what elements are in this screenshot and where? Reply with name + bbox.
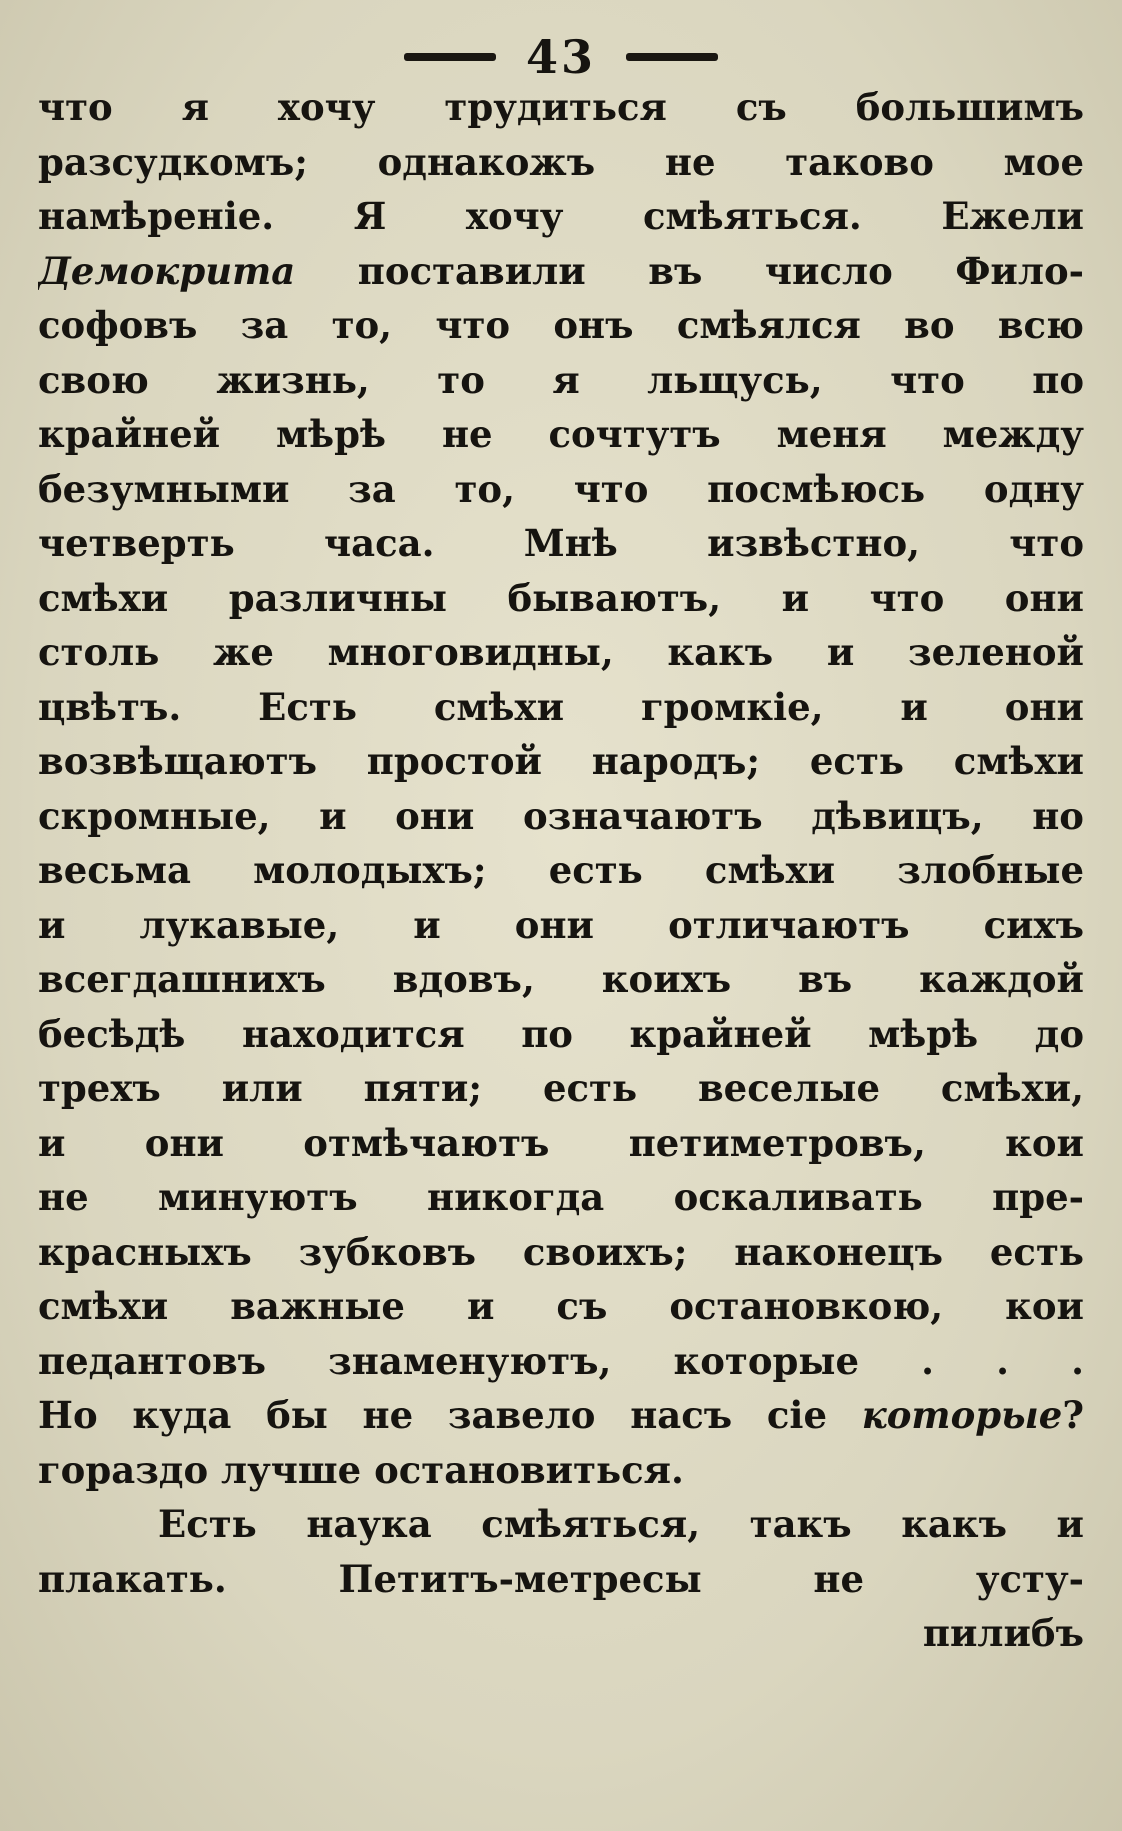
text-line: всегдашнихъ вдовъ, коихъ въ каждой <box>38 957 1084 1001</box>
text-line: смѣхи важные и съ остановкою, кои <box>38 1284 1084 1328</box>
italic-word: которые <box>861 1393 1063 1437</box>
text-line: бесѣдѣ находится по крайней мѣрѣ до <box>38 1011 1084 1056</box>
text-line: скромные, и они означаютъ дѣвицъ, но <box>38 793 1084 838</box>
text-line: Демокрита поставили въ число Фило- <box>38 248 1084 293</box>
text-line: и они отмѣчаютъ петиметровъ, кои <box>38 1120 1084 1165</box>
right-rule <box>626 53 718 61</box>
text-line: трехъ или пяти; есть веселые смѣхи, <box>38 1066 1084 1110</box>
left-rule <box>404 53 496 61</box>
text-line: Но куда бы не завело насъ сіе которые? <box>38 1393 1084 1437</box>
text-line: не минуютъ никогда оскаливать пре- <box>38 1175 1084 1219</box>
text-line: столь же многовидны, какъ и зеленой <box>38 630 1084 674</box>
text-line: возвѣщаютъ простой народъ; есть смѣхи <box>38 739 1084 783</box>
text-line: весьма молодыхъ; есть смѣхи злобные <box>38 848 1084 892</box>
text-line: Есть наука смѣяться, такъ какъ и <box>158 1502 1084 1546</box>
page-number: 43 <box>525 30 596 84</box>
text-line: софовъ за то, что онъ смѣялся во всю <box>38 303 1084 347</box>
text-line: свою жизнь, то я льщусь, что по <box>38 357 1084 402</box>
text-line: красныхъ зубковъ своихъ; наконецъ есть <box>38 1229 1084 1274</box>
text-line: и лукавые, и они отличаютъ сихъ <box>38 902 1084 947</box>
text-line: смѣхи различны бываютъ, и что они <box>38 575 1084 620</box>
text-line: крайней мѣрѣ не сочтутъ меня между <box>38 412 1084 456</box>
italic-name: Демокрита <box>38 248 296 293</box>
text-line: цвѣтъ. Есть смѣхи громкіе, и они <box>38 684 1084 729</box>
body-text <box>38 80 1084 1661</box>
text-line: гораздо лучше остановиться. <box>38 1447 684 1492</box>
text-line: педантовъ знаменуютъ, которые . . . <box>38 1338 1084 1383</box>
text-line: разсудкомъ; однакожъ не таково мое <box>38 139 1084 184</box>
text-line: плакать. Петитъ-метресы не усту- <box>38 1556 1084 1601</box>
catchword: пилибъ <box>922 1611 1084 1655</box>
text-line: безумными за то, что посмѣюсь одну <box>38 466 1084 511</box>
text-line: четверть часа. Мнѣ извѣстно, что <box>38 521 1084 565</box>
text-line: намѣреніе. Я хочу смѣяться. Ежели <box>38 194 1084 238</box>
text-line: что я хочу трудиться съ большимъ <box>38 85 1084 129</box>
